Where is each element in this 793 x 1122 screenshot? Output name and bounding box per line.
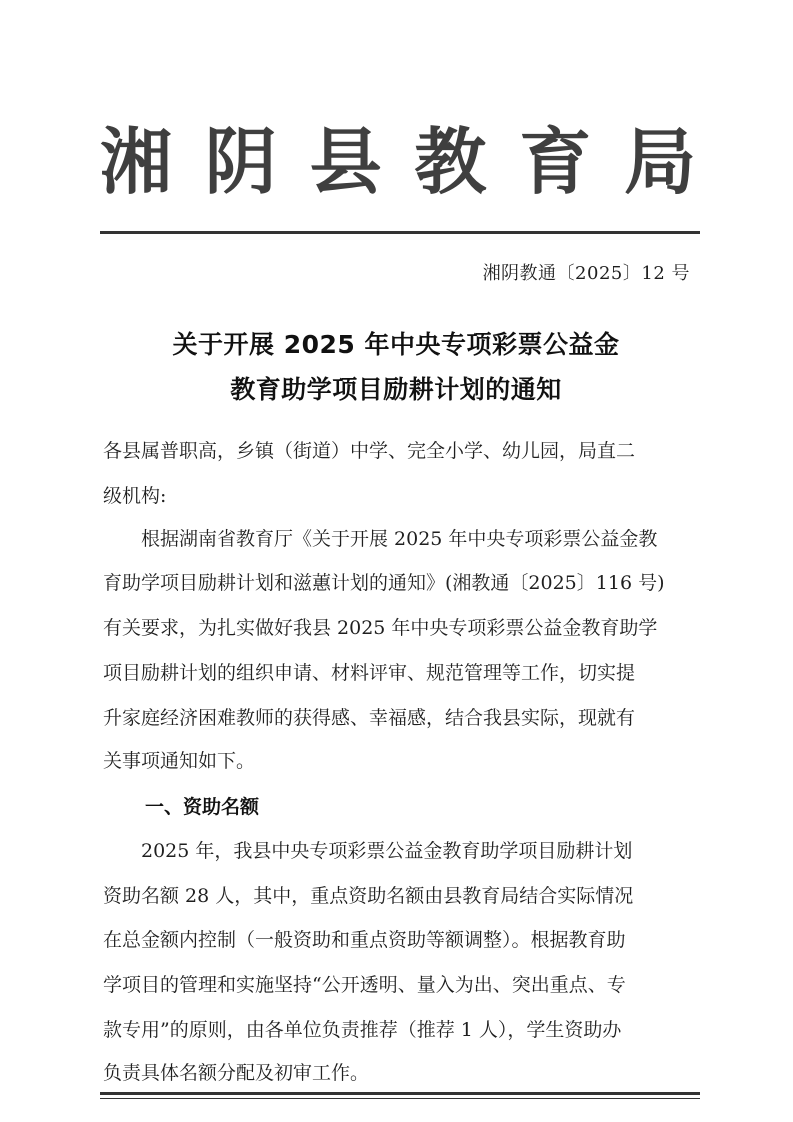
intro-line: 关事项通知如下。 — [103, 750, 256, 772]
document-number: 湘阴教通〔2025〕12 号 — [482, 263, 690, 284]
section-heading: 一、资助名额 — [145, 796, 260, 818]
addressee-line-2: 级机构: — [103, 485, 167, 507]
masthead-char: 育 — [519, 120, 592, 204]
intro-line: 育助学项目励耕计划和滋蕙计划的通知》(湘教通〔2025〕116 号) — [103, 572, 665, 594]
section-line: 款专用”的原则，由各单位负责推荐（推荐 1 人），学生资助办 — [103, 1019, 622, 1041]
intro-line: 根据湖南省教育厅《关于开展 2025 年中央专项彩票公益金教 — [141, 528, 658, 550]
section-line: 在总金额内控制（一般资助和重点资助等额调整）。根据教育助 — [103, 929, 626, 951]
footer-divider-thin — [100, 1098, 700, 1099]
masthead-char: 局 — [623, 120, 696, 204]
addressee-line-1: 各县属普职高，乡镇（街道）中学、完全小学、幼儿园，局直二 — [103, 440, 636, 462]
masthead-char: 湘 — [100, 120, 173, 204]
title-line-2: 教育助学项目励耕计划的通知 — [230, 375, 562, 404]
section-line: 资助名额 28 人，其中，重点资助名额由县教育局结合实际情况 — [103, 885, 634, 907]
section-line: 负责具体名额分配及初审工作。 — [103, 1062, 370, 1084]
footer-divider-thick — [100, 1092, 700, 1095]
masthead-char: 教 — [414, 120, 487, 204]
section-line: 学项目的管理和实施坚持“公开透明、量入为出、突出重点、专 — [103, 974, 626, 996]
masthead-char: 阴 — [204, 120, 277, 204]
intro-line: 有关要求，为扎实做好我县 2025 年中央专项彩票公益金教育助学 — [103, 617, 658, 639]
masthead — [100, 120, 696, 204]
intro-line: 项目励耕计划的组织申请、材料评审、规范管理等工作，切实提 — [103, 662, 636, 684]
title-line-1: 关于开展 2025 年中央专项彩票公益金 — [172, 330, 620, 359]
masthead-char: 县 — [309, 120, 382, 204]
header-divider — [100, 231, 700, 234]
section-line: 2025 年，我县中央专项彩票公益金教育助学项目励耕计划 — [141, 840, 633, 862]
intro-line: 升家庭经济困难教师的获得感、幸福感，结合我县实际，现就有 — [103, 707, 636, 729]
